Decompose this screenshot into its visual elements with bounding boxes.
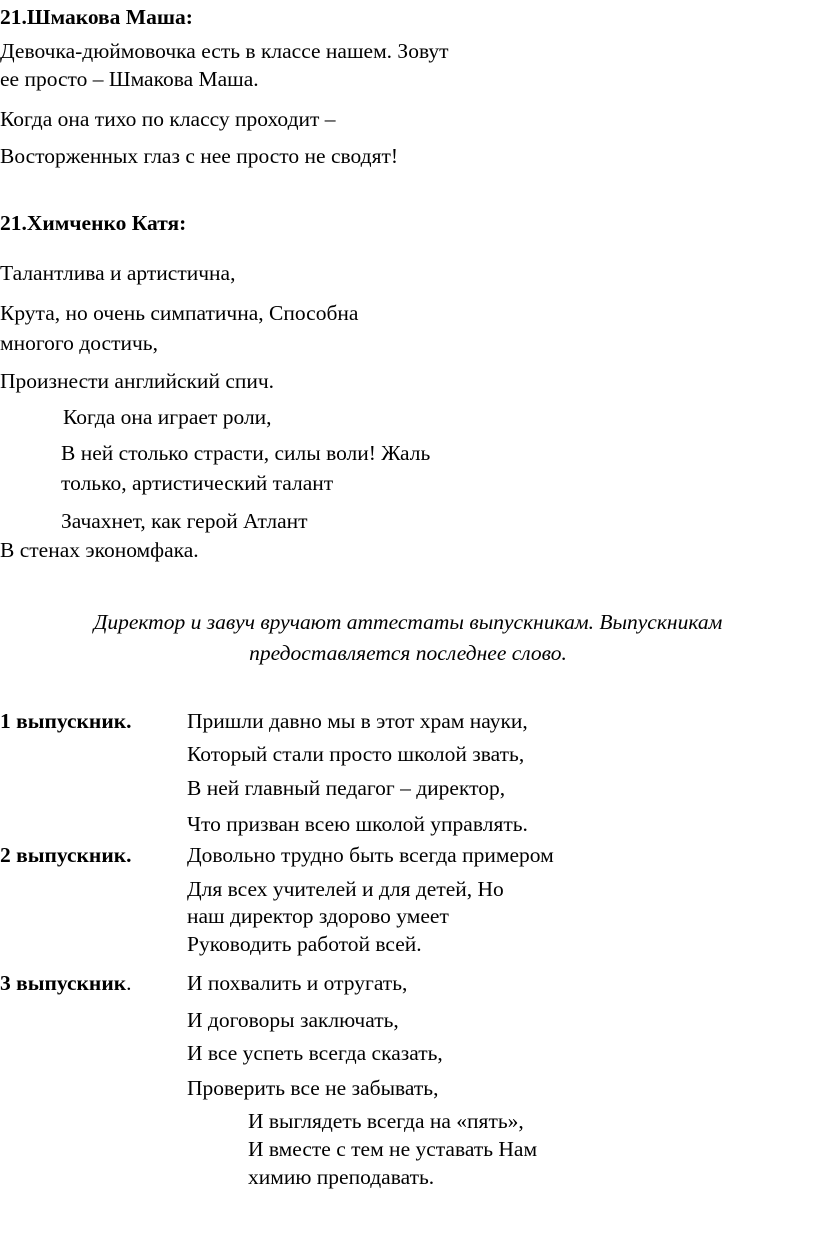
speaker-graduate-3 [0,970,131,997]
text-line: ее просто – Шмакова Маша. [0,67,259,91]
stage-direction-line: Директор и завуч вручают аттестаты выпускникам. Выпускникам [93,610,723,634]
text-line: Пришли давно мы в этот храм науки, [187,709,528,733]
text-line: Который стали просто школой звать, [187,742,525,766]
text-line: Талантлива и артистична, [0,261,236,285]
text-line: Когда она играет роли, [63,405,272,429]
text-line: многого достичь, [0,331,158,355]
text-line: И выглядеть всегда на «пять», [248,1109,524,1133]
speaker-graduate-2: 2 выпускник. [0,843,132,867]
speaker-graduate-3-suffix: . [126,971,132,995]
text-line: Довольно трудно быть всегда примером [187,843,554,867]
text-line: В ней столько страсти, силы воли! Жаль [61,441,431,465]
text-line: В стенах экономфака. [0,538,199,562]
text-line: Крута, но очень симпатична, Способна [0,301,359,325]
heading-shmakova: 21.Шмакова Маша: [0,5,193,29]
text-line: Руководить работой всей. [187,932,422,956]
text-line: Девочка-дюймовочка есть в классе нашем. Зовут [0,39,449,63]
text-line: только, артистический талант [61,471,334,495]
text-line: Когда она тихо по классу проходит – [0,107,336,131]
text-line: Проверить все не забывать, [187,1076,439,1100]
text-line: Для всех учителей и для детей, Но [187,877,504,901]
text-line: И похвалить и отругать, [187,971,408,995]
text-line: химию преподавать. [248,1165,435,1189]
text-line: И вместе с тем не уставать Нам [248,1137,538,1161]
text-line: Что призван всею школой управлять. [187,812,528,836]
speaker-graduate-3-name: 3 выпускник [0,971,127,995]
text-line: Зачахнет, как герой Атлант [61,509,308,533]
stage-direction-line: предоставляется последнее слово. [249,641,567,665]
text-line: И договоры заключать, [187,1008,399,1032]
text-line: В ней главный педагог – директор, [187,776,506,800]
text-line: Восторженных глаз с нее просто не сводят! [0,144,399,168]
heading-khimchenko: 21.Химченко Катя: [0,211,187,235]
speaker-graduate-1: 1 выпускник. [0,709,132,733]
text-line: И все успеть всегда сказать, [187,1041,443,1065]
text-line: наш директор здорово умеет [187,904,449,928]
text-line: Произнести английский спич. [0,369,275,393]
